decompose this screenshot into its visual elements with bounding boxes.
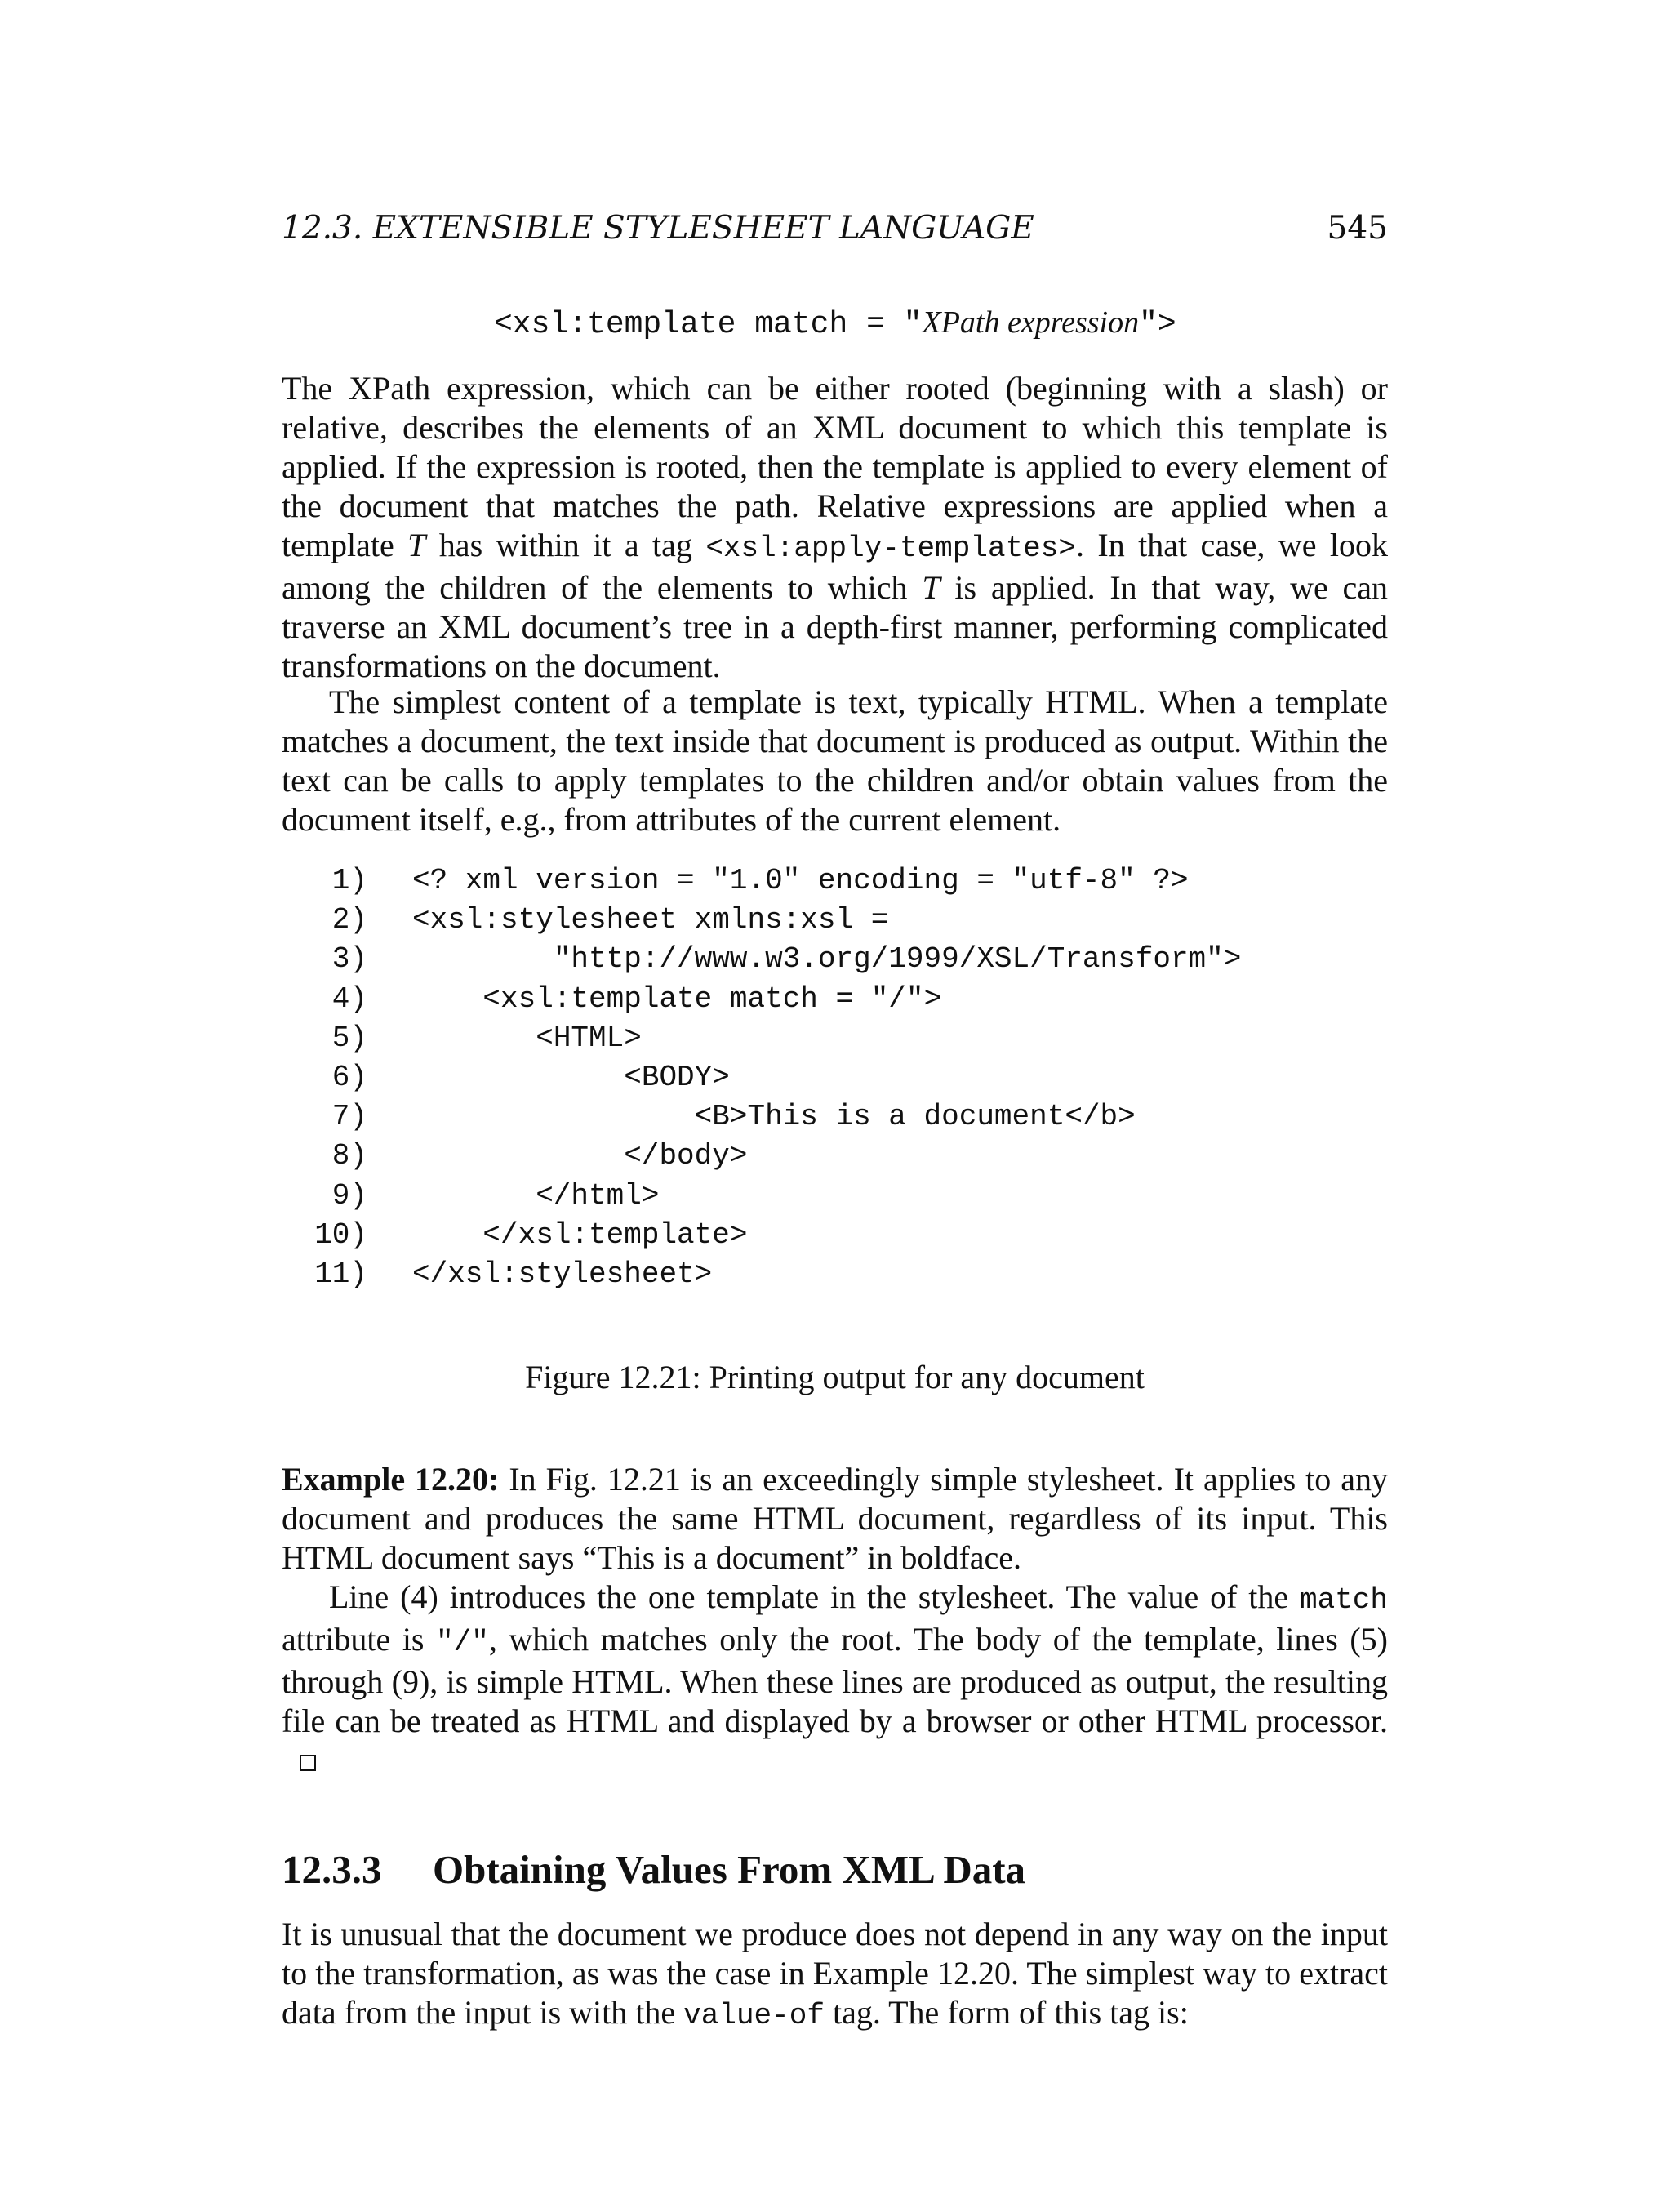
code-line-number: 5) bbox=[331, 1021, 367, 1055]
code-line bbox=[282, 1177, 1388, 1216]
figure-caption: Figure 12.21: Printing output for any document bbox=[525, 1359, 1145, 1395]
para4-code-match: match bbox=[1299, 1583, 1388, 1617]
code-line bbox=[282, 1255, 1388, 1294]
qed-box-icon bbox=[300, 1755, 316, 1771]
para1-inline-code: <xsl:apply-templates> bbox=[705, 532, 1076, 565]
code-line bbox=[282, 1019, 1388, 1058]
para2-text: The simplest content of a template is text, typically HTML. When a template matches a document, the text inside that document is produced as output. Within the text can be calls to apply templates to the children and/or obtain values from the document itself, e.g., from attributes of the current element. bbox=[282, 683, 1388, 838]
code-line-number: 2) bbox=[331, 903, 367, 937]
running-head bbox=[282, 204, 1388, 253]
section-number: 12.3.3 bbox=[282, 1847, 382, 1892]
para5-inline-code: value-of bbox=[683, 1999, 825, 2032]
template-syntax-display bbox=[494, 298, 1176, 349]
para1-variable-t: T bbox=[407, 527, 426, 563]
code-line-number: 4) bbox=[331, 981, 367, 1016]
template-syntax-placeholder: XPath expression bbox=[922, 305, 1140, 340]
para4-code-root: "/" bbox=[436, 1626, 489, 1659]
code-line-source: </html> bbox=[412, 1178, 660, 1213]
para1-text-4: is applied. In that way, we can traverse an XML document’s tree in a depth-first manner, performing complicated transformations on the document. bbox=[282, 569, 1389, 684]
paragraph-line-explanation bbox=[282, 1578, 1388, 1780]
section-heading bbox=[282, 1841, 1388, 1898]
code-line-number: 10) bbox=[314, 1217, 367, 1252]
code-line bbox=[282, 1097, 1388, 1137]
template-syntax-suffix: "> bbox=[1139, 307, 1176, 342]
running-title: 12.3. EXTENSIBLE STYLESHEET LANGUAGE bbox=[282, 210, 1034, 247]
code-line-number: 6) bbox=[331, 1060, 367, 1094]
code-listing bbox=[282, 861, 1388, 1294]
code-line bbox=[282, 1137, 1388, 1176]
code-line-number: 7) bbox=[331, 1100, 367, 1134]
page-number: 545 bbox=[1327, 210, 1388, 247]
para5-text-2: tag. The form of this tag is: bbox=[824, 1994, 1189, 2031]
paragraph-template-content bbox=[282, 683, 1388, 839]
code-line bbox=[282, 980, 1388, 1019]
code-line-source: <? xml version = "1.0" encoding = "utf-8" ?> bbox=[412, 864, 1189, 897]
para4-text-1: Line (4) introduces the one template in the stylesheet. The value of the bbox=[329, 1578, 1300, 1615]
code-line bbox=[282, 1058, 1388, 1097]
code-line-source: </xsl:stylesheet> bbox=[412, 1257, 713, 1291]
example-text: In Fig. 12.21 is an exceedingly simple stylesheet. It applies to any document and produces the same HTML document, regardless of its input. This HTML document says “This is a document” in boldface. bbox=[282, 1461, 1388, 1576]
code-line bbox=[282, 901, 1388, 940]
code-line-source: <xsl:template match = "/"> bbox=[412, 981, 942, 1016]
para1-text-3: . In that case, we look among the children of the elements to which bbox=[282, 527, 1388, 606]
paragraph-xpath-explanation bbox=[282, 369, 1388, 686]
para1-variable-t-2: T bbox=[922, 569, 940, 606]
template-syntax-prefix: <xsl:template match = " bbox=[494, 307, 923, 342]
para1-text-2: has within it a tag bbox=[425, 527, 706, 563]
code-line-source: <xsl:stylesheet xmlns:xsl = bbox=[412, 903, 889, 937]
code-line bbox=[282, 1216, 1388, 1255]
code-line-number: 9) bbox=[331, 1178, 367, 1213]
code-line bbox=[282, 861, 1388, 901]
code-line-source: </body> bbox=[412, 1139, 748, 1173]
code-line-source: <B>This is a document</b> bbox=[412, 1100, 1136, 1134]
para1-text-1: The XPath expression, which can be either rooted (beginning with a slash) or relative, describes the elements of an XML document to which this template is applied. If the expression is rooted, then the template is applied to every element of the document that matches the path. Relative expressions are applied when a template bbox=[282, 370, 1388, 563]
code-line-number: 3) bbox=[331, 942, 367, 977]
code-line-number: 8) bbox=[331, 1139, 367, 1173]
code-line-source: </xsl:template> bbox=[412, 1217, 748, 1252]
code-line-number: 1) bbox=[331, 864, 367, 897]
para4-text-2: attribute is bbox=[282, 1621, 437, 1658]
code-line-number: 11) bbox=[314, 1257, 367, 1291]
para5-text-1: It is unusual that the document we produce does not depend in any way on the input to the transformation, as was the case in Example 12.20. The simplest way to extract data from the input is with the bbox=[282, 1916, 1388, 2031]
paragraph-value-of bbox=[282, 1915, 1388, 2036]
para4-text-3: , which matches only the root. The body of the template, lines (5) through (9), is simple HTML. When these lines are produced as output, the resulting file can be treated as HTML and displayed by a browser or other HTML processor. bbox=[282, 1621, 1388, 1739]
code-line-source: "http://www.w3.org/1999/XSL/Transform"> bbox=[412, 942, 1242, 977]
code-line-source: <BODY> bbox=[412, 1060, 730, 1094]
paragraph-example bbox=[282, 1460, 1388, 1578]
example-label: Example 12.20: bbox=[282, 1461, 500, 1498]
section-title: Obtaining Values From XML Data bbox=[433, 1847, 1026, 1892]
code-line bbox=[282, 940, 1388, 979]
code-line-source: <HTML> bbox=[412, 1021, 642, 1055]
